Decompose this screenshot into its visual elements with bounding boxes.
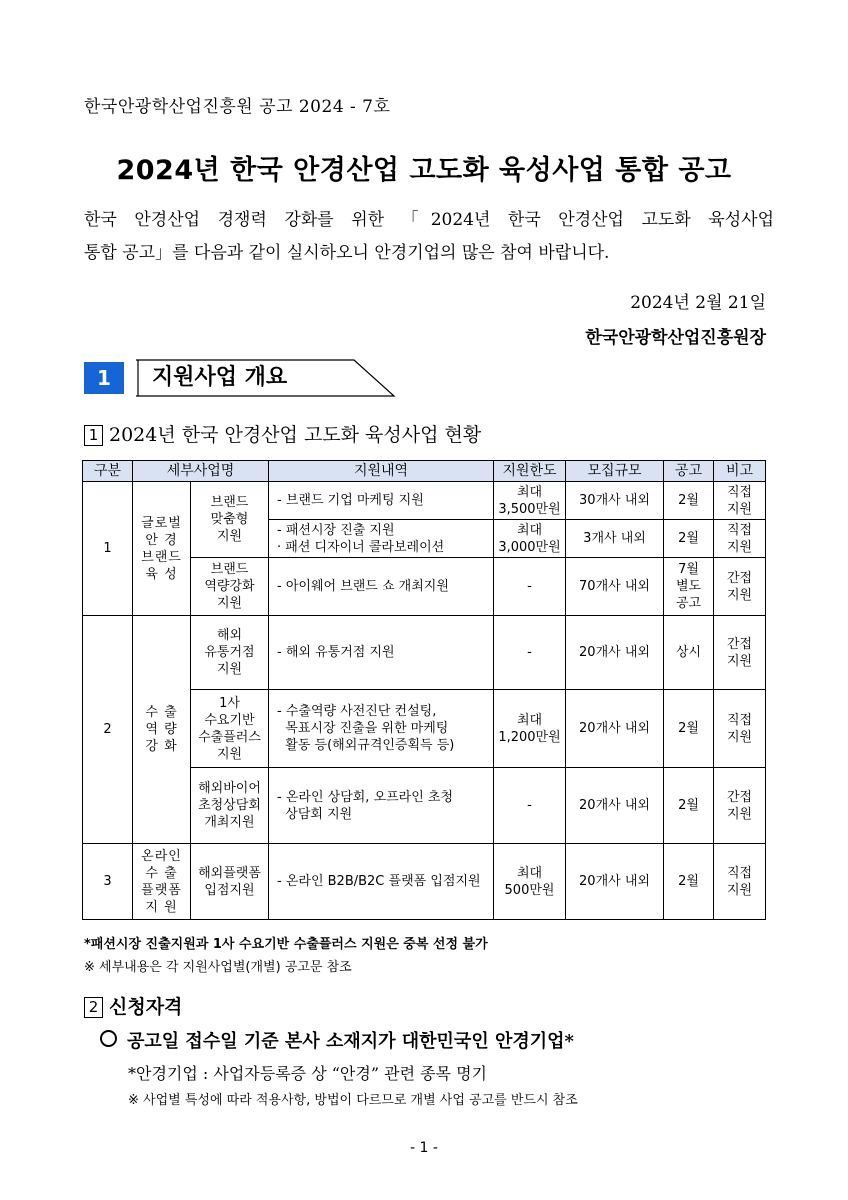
notice-date: 2024년 2월 21일 xyxy=(630,293,766,313)
header-scale: 모집규모 xyxy=(566,461,664,482)
project-name: 해외바이어 초청상담회 개최지원 xyxy=(191,768,269,844)
recruit-scale: 3개사 내외 xyxy=(566,520,664,558)
header-category: 구분 xyxy=(83,461,133,482)
header-note: 비고 xyxy=(714,461,766,482)
support-limit: - xyxy=(494,768,566,844)
support-type: 직접 지원 xyxy=(714,690,766,768)
eligibility-item xyxy=(100,1027,574,1053)
support-type: 직접 지원 xyxy=(714,482,766,520)
project-name: 브랜드 역량강화 지원 xyxy=(191,558,269,616)
support-limit: - xyxy=(494,616,566,690)
issuer: 한국안광학산업진흥원장 xyxy=(585,328,766,348)
support-limit: 최대 3,500만원 xyxy=(494,482,566,520)
subsection-1-heading xyxy=(84,420,481,447)
support-content: - 아이웨어 브랜드 쇼 개최지원 xyxy=(269,558,494,616)
support-limit: 최대 3,000만원 xyxy=(494,520,566,558)
eyewear-company-definition: *안경기업 : 사업자등록증 상 “안경” 관련 종목 명기 xyxy=(128,1064,488,1083)
table-row xyxy=(83,482,766,520)
recruit-scale: 20개사 내외 xyxy=(566,616,664,690)
subsection-1-number: 1 xyxy=(84,425,103,446)
support-limit: 최대 500만원 xyxy=(494,844,566,920)
reference-footnote: ※ 세부내용은 각 지원사업별(개별) 공고문 참조 xyxy=(84,960,352,975)
group-number: 2 xyxy=(83,616,133,844)
support-limit: - xyxy=(494,558,566,616)
support-type: 직접 지원 xyxy=(714,844,766,920)
circle-bullet-icon xyxy=(100,1030,117,1047)
recruit-scale: 30개사 내외 xyxy=(566,482,664,520)
notice-month: 2월 xyxy=(664,482,714,520)
recruit-scale: 20개사 내외 xyxy=(566,690,664,768)
header-limit: 지원한도 xyxy=(494,461,566,482)
group-category: 수 출 역 량 강 화 xyxy=(133,616,191,844)
notice-month: 2월 xyxy=(664,844,714,920)
page-title: 2024년 한국 안경산업 고도화 육성사업 통합 공고 xyxy=(116,155,732,186)
duplicate-selection-note: *패션시장 진출지원과 1사 수요기반 수출플러스 지원은 중복 선정 불가 xyxy=(84,937,488,952)
group-number: 1 xyxy=(83,482,133,616)
notice-month: 7월 별도 공고 xyxy=(664,558,714,616)
project-name: 해외플랫폼 입점지원 xyxy=(191,844,269,920)
support-content: - 온라인 B2B/B2C 플랫폼 입점지원 xyxy=(269,844,494,920)
support-content: - 패션시장 진출 지원 · 패션 디자이너 콜라보레이션 xyxy=(269,520,494,558)
recruit-scale: 20개사 내외 xyxy=(566,768,664,844)
support-content: - 온라인 상담회, 오프라인 초청 상담회 지원 xyxy=(269,768,494,844)
eligibility-text: 공고일 접수일 기준 본사 소재지가 대한민국인 안경기업* xyxy=(127,1031,574,1052)
project-name: 브랜드 맞춤형 지원 xyxy=(191,482,269,558)
intro-paragraph xyxy=(84,204,774,270)
recruit-scale: 20개사 내외 xyxy=(566,844,664,920)
table-row xyxy=(83,844,766,920)
subsection-1-title: 2024년 한국 안경산업 고도화 육성사업 현황 xyxy=(109,424,482,446)
section-number: 1 xyxy=(84,362,124,394)
support-content: - 수출역량 사전진단 컨설팅, 목표시장 진출을 위한 마케팅 활동 등(해외규격인증획득 등) xyxy=(269,690,494,768)
notice-month: 상시 xyxy=(664,616,714,690)
group-category: 글로벌 안 경 브랜드 육 성 xyxy=(133,482,191,616)
group-number: 3 xyxy=(83,844,133,920)
notice-month: 2월 xyxy=(664,768,714,844)
notice-month: 2월 xyxy=(664,520,714,558)
support-content: - 해외 유통거점 지원 xyxy=(269,616,494,690)
notice-month: 2월 xyxy=(664,690,714,768)
intro-line-1: 한국 안경산업 경쟁력 강화를 위한 「2024년 한국 안경산업 고도화 육성사업 xyxy=(84,210,774,230)
reference-note: ※ 사업별 특성에 따라 적용사항, 방법이 다르므로 개별 사업 공고를 반드시 참조 xyxy=(128,1093,578,1108)
table-row xyxy=(83,616,766,690)
header-notice: 공고 xyxy=(664,461,714,482)
recruit-scale: 70개사 내외 xyxy=(566,558,664,616)
subsection-2-heading xyxy=(84,992,182,1019)
support-type: 간접 지원 xyxy=(714,558,766,616)
support-type: 직접 지원 xyxy=(714,520,766,558)
subsection-2-title: 신청자격 xyxy=(109,996,183,1018)
project-name: 1사 수요기반 수출플러스 지원 xyxy=(191,690,269,768)
table-header-row xyxy=(83,461,766,482)
header-project: 세부사업명 xyxy=(133,461,269,482)
project-name: 해외 유통거점 지원 xyxy=(191,616,269,690)
support-program-table xyxy=(82,460,766,920)
intro-line-2: 통합 공고」를 다음과 같이 실시하오니 안경기업의 많은 참여 바랍니다. xyxy=(84,243,610,263)
page-number: - 1 - xyxy=(410,1140,438,1156)
support-type: 간접 지원 xyxy=(714,768,766,844)
header-content: 지원내역 xyxy=(269,461,494,482)
support-limit: 최대 1,200만원 xyxy=(494,690,566,768)
support-content: - 브랜드 기업 마케팅 지원 xyxy=(269,482,494,520)
subsection-2-number: 2 xyxy=(84,997,103,1018)
section-title: 지원사업 개요 xyxy=(152,365,288,390)
notice-number: 한국안광학산업진흥원 공고 2024 - 7호 xyxy=(84,97,391,117)
group-category: 온라인 수 출 플랫폼 지 원 xyxy=(133,844,191,920)
support-type: 간접 지원 xyxy=(714,616,766,690)
